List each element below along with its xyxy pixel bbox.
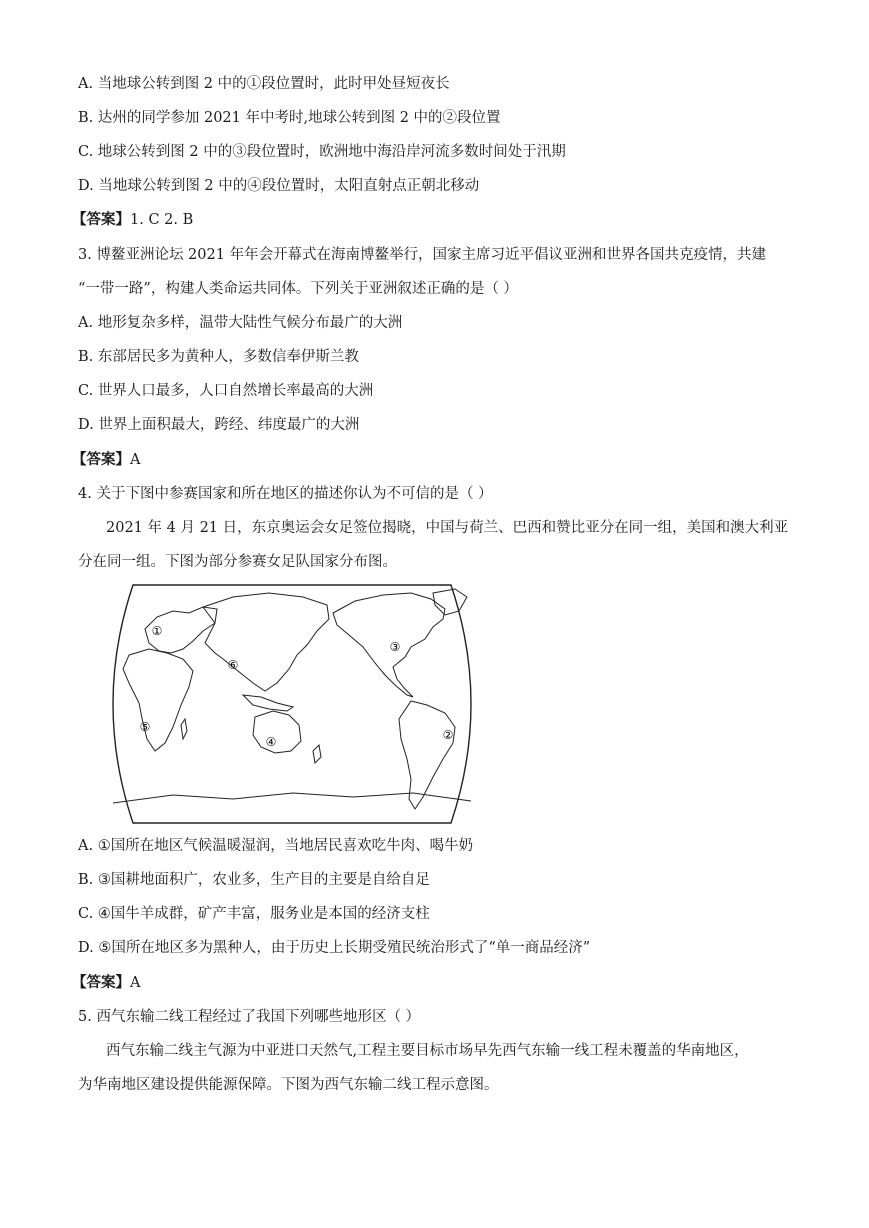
marker-1: ①	[151, 624, 163, 638]
question-4-line-1: 4. 关于下图中参赛国家和所在地区的描述你认为不可信的是（ ）	[78, 486, 493, 502]
line-option-d-prev: D. 当地球公转到图 2 中的④段位置时，太阳直射点正朝北移动	[78, 178, 480, 194]
question-5-line-1: 5. 西气东输二线工程经过了我国下列哪些地形区（ ）	[78, 1009, 421, 1025]
world-map-figure	[93, 583, 491, 825]
answer-1-2	[72, 210, 193, 230]
marker-6: ⑥	[227, 658, 239, 672]
question-3-option-b: B. 东部居民多为黄种人，多数信奉伊斯兰教	[78, 349, 359, 365]
question-3-option-a: A. 地形复杂多样，温带大陆性气候分布最广的大洲	[78, 315, 403, 331]
marker-3: ③	[389, 640, 401, 654]
answer-4	[72, 973, 140, 993]
question-4-option-a: A. ①国所在地区气候温暖湿润，当地居民喜欢吃牛肉、喝牛奶	[78, 838, 474, 854]
answer-label: 【答案】	[72, 211, 130, 228]
marker-5: ⑤	[139, 720, 151, 734]
answer-label: 【答案】	[72, 451, 130, 468]
line-option-a-prev: A. 当地球公转到图 2 中的①段位置时，此时甲处昼短夜长	[78, 76, 450, 92]
answer-text: A	[130, 452, 141, 468]
line-option-c-prev: C. 地球公转到图 2 中的③段位置时，欧洲地中海沿岸河流多数时间处于汛期	[78, 144, 566, 160]
question-3-option-d: D. 世界上面积最大，跨经、纬度最广的大洲	[78, 417, 360, 433]
question-4-option-c: C. ④国牛羊成群，矿产丰富，服务业是本国的经济支柱	[78, 906, 430, 922]
question-5-paragraph-2: 为华南地区建设提供能源保障。下图为西气东输二线工程示意图。	[78, 1077, 499, 1093]
marker-4: ④	[265, 735, 277, 749]
map-frame	[113, 585, 471, 823]
question-4-option-b: B. ③国耕地面积广，农业多，生产目的主要是自给自足	[78, 872, 430, 888]
question-3-option-c: C. 世界人口最多，人口自然增长率最高的大洲	[78, 383, 374, 399]
question-4-paragraph-1: 2021 年 4 月 21 日，东京奥运会女足签位揭晓，中国与荷兰、巴西和赞比亚分在同一组，美国和澳大利亚	[106, 520, 789, 536]
line-option-b-prev: B. 达州的同学参加 2021 年中考时,地球公转到图 2 中的②段位置	[78, 110, 501, 126]
answer-label: 【答案】	[72, 974, 130, 991]
marker-2: ②	[442, 728, 454, 742]
answer-text: A	[130, 975, 141, 991]
question-5-paragraph-1: 西气东输二线主气源为中亚进口天然气,工程主要目标市场早先西气东输一线工程未覆盖的华南地区，	[106, 1043, 749, 1059]
question-4-option-d: D. ⑤国所在地区多为黑种人，由于历史上长期受殖民统治形式了“单一商品经济”	[78, 940, 591, 956]
question-4-paragraph-2: 分在同一组。下图为部分参赛女足队国家分布图。	[78, 554, 397, 570]
question-3-line-1: 3. 博鳌亚洲论坛 2021 年年会开幕式在海南博鳌举行，国家主席习近平倡议亚洲和世界各国共克疫情，共建	[78, 247, 767, 263]
question-3-line-2: “一带一路”，构建人类命运共同体。下列关于亚洲叙述正确的是（ ）	[78, 281, 518, 297]
answer-text: 1. C 2. B	[130, 212, 194, 228]
answer-3	[72, 450, 140, 470]
